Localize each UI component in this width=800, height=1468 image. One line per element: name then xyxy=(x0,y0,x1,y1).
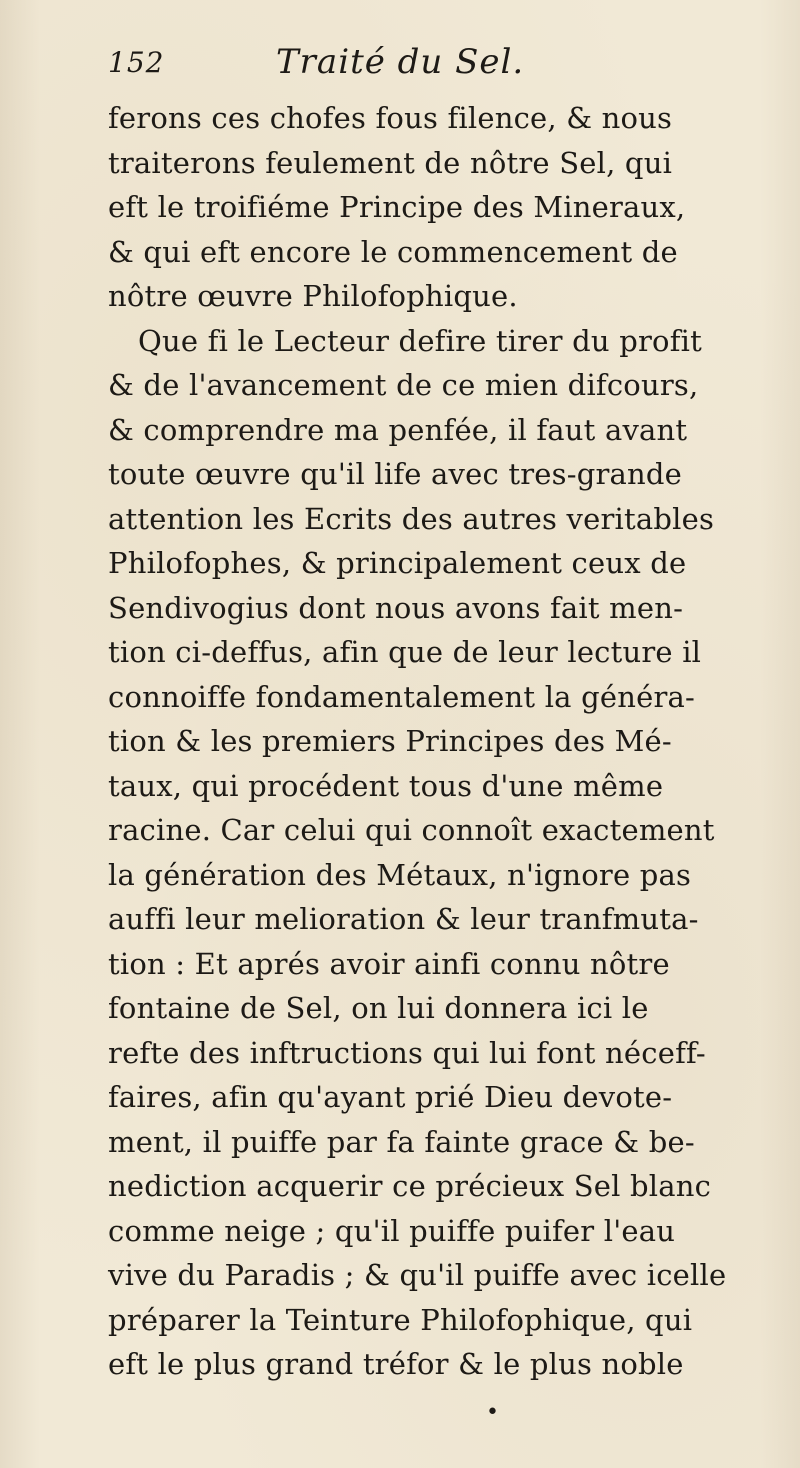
text-line: tion : Et aprés avoir ainfi connu nôtre xyxy=(108,946,670,981)
text-line: Philofophes, & principalement ceux de xyxy=(108,546,687,580)
text-line: connoiffe fondamentalement la généra- xyxy=(108,679,695,714)
text-line: ment, il puiffe par fa fainte grace & be- xyxy=(108,1124,695,1159)
text-line: Sendivogius dont nous avons fait men- xyxy=(108,590,684,625)
text-line: & qui eft encore le commencement de xyxy=(108,234,678,269)
bottom-mark: • xyxy=(486,1400,499,1425)
text-line: tion & les premiers Principes des Mé- xyxy=(108,724,672,758)
text-line: préparer la Teinture Philofophique, qui xyxy=(108,1302,693,1337)
text-line: fontaine de Sel, on lui donnera ici le xyxy=(108,991,649,1025)
text-line: tion ci-deffus, afin que de leur lecture il xyxy=(108,635,702,669)
text-line: attention les Ecrits des autres veritables xyxy=(108,501,715,536)
text-line: Que fi le Lecteur defire tirer du profit xyxy=(138,323,702,358)
text-line: auffi leur melioration & leur tranfmuta- xyxy=(108,902,699,936)
text-line: eft le troifiéme Principe des Mineraux, xyxy=(108,190,686,224)
text-line: la génération des Métaux, n'ignore pas xyxy=(108,857,692,892)
text-line: ferons ces chofes fous filence, & nous xyxy=(108,101,673,135)
text-line: & comprendre ma penfée, il faut avant xyxy=(108,412,688,447)
text-line: eft le plus grand tréfor & le plus noble xyxy=(108,1347,684,1381)
text-line: toute œuvre qu'il life avec tres-grande xyxy=(108,457,683,491)
text-line: racine. Car celui qui connoît exactement xyxy=(108,813,715,847)
text-line: nediction acquerir ce précieux Sel blanc xyxy=(108,1169,712,1203)
page-number: 152 xyxy=(108,46,165,79)
body-text xyxy=(108,96,788,1387)
text-line: nôtre œuvre Philofophique. xyxy=(108,279,518,313)
text-line: taux, qui procédent tous d'une même xyxy=(108,768,664,803)
text-line: comme neige ; qu'il puiffe puifer l'eau xyxy=(108,1213,676,1248)
text-line: refte des inftructions qui lui font néceff- xyxy=(108,1035,706,1070)
text-line: vive du Paradis ; & qu'il puiffe avec icelle xyxy=(108,1258,727,1292)
running-head xyxy=(108,40,768,90)
text-line: traiterons feulement de nôtre Sel, qui xyxy=(108,145,673,180)
text-line: & de l'avancement de ce mien difcours, xyxy=(108,368,699,402)
page-title: Traité du Sel. xyxy=(276,42,525,82)
text-line: faires, afin qu'ayant prié Dieu devote- xyxy=(108,1080,673,1114)
